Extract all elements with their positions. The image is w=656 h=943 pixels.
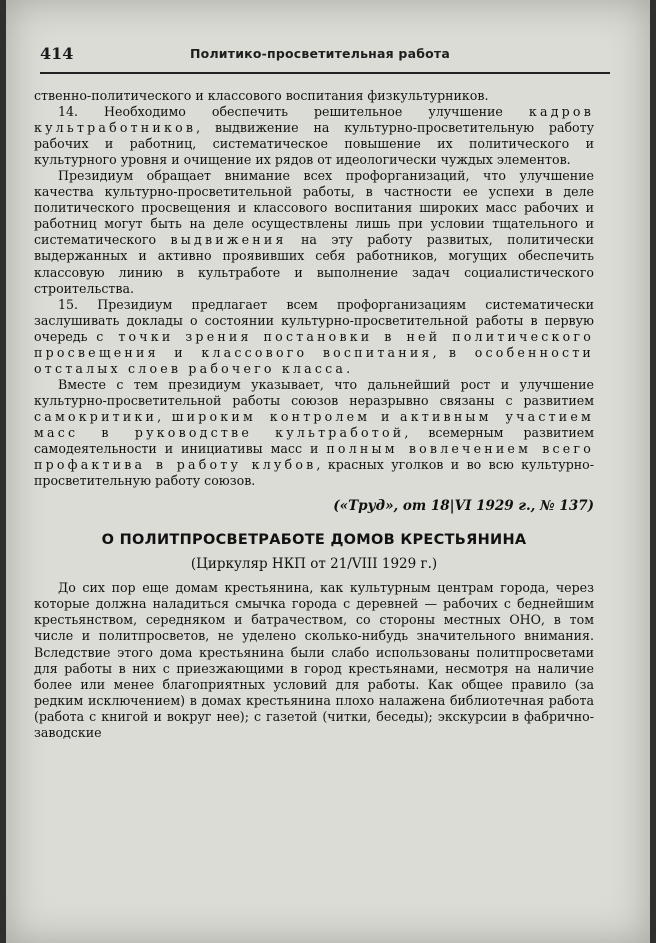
spaced-emphasis: широким контролем [171,408,371,424]
spaced-emphasis: полным вовлечением всего профактива в работу клубов [34,441,594,473]
page-number: 414 [40,44,74,63]
spaced-emphasis: выдвижения [170,232,287,248]
paragraph-presidium-attention: Президиум обращает внимание всех профорганизаций, что улучшение качества культурно-просветительной работы, в частности ее успехи в деле политического просвещения и классового воспитания широких масс рабочих и работниц могут быть на деле осуществлены лишь при условии тщательного и систематического выдвижения на эту работу развитых, политически выдержанных и активно проявивших себя работников, могущих обеспечить классовую линию в культработе и выполнение задач социалистического строительства. [34,168,594,296]
paragraph-15: 15. Президиум предлагает всем профорганизациям систематически заслушивать доклады о состоянии культурно-просветительной работы в первую очередь с точки зрения постановки в ней политического просвещения и классового воспитания, в особенности отсталых слоев рабочего класса. [34,296,594,376]
section-title: О ПОЛИТПРОСВЕТРАБОТЕ ДОМОВ КРЕСТЬЯНИНА [101,532,527,549]
spaced-emphasis: самокритики [34,408,158,424]
section-body-paragraph: До сих пор еще домам крестьянина, как культурным центрам города, через которые должна наладиться смычка города с деревней — рабочих с беднейшим крестьянством, середняком и батрачеством, со стороны местных ОНО, в том числе и политпросветов, не уделено сколько-нибудь значительного внимания. Вследствие этого дома крестьянина были слабо использованы политпросветами для работы в них с приезжающими в город крестьянами, несмотря на наличие более или менее благоприятных условий для работы. Как общее правило (за редким исключением) в домах крестьянина плохо налажена библиотечная работа (работа с книгой и вокруг нее); с газетой (читки, беседы); экскурсии в фабрично-заводские [34,580,594,740]
paragraph-presidium-indicates: Вместе с тем президиум указывает, что дальнейший рост и улучшение культурно-просветительной работы союзов неразрывно связаны с развитием самокритики, широким контролем и активным участием масс в руководстве культработой, всемерным развитием самодеятельности и инициативы масс и полным вовлечением всего профактива в работу клубов, красных уголков и во всю культурно-просветительную работу союзов. [34,376,594,489]
spaced-emphasis: с точки зрения постановки в ней политического просвещения и классового воспитания [34,328,594,360]
spaced-emphasis: активным участием масс в руководстве культработой [34,408,594,440]
running-head: Политико-просветительная работа [190,46,451,61]
paragraph-14: 14. Необходимо обеспечить решительное улучшение кадров культработников, выдвижение на культурно-просветительную работу рабочих и работниц, систематическое повышение их политического и культурного уровня и очищение их рядов от идеологически чуждых элементов. [34,104,594,168]
source-attribution: («Труд», от 18|VI 1929 г., № 137) [333,498,594,515]
spaced-emphasis: кадров культработников [34,104,594,136]
section-subtitle: (Циркуляр НКП от 21/VIII 1929 г.) [190,556,438,573]
body-text [34,88,594,741]
header-rule [40,72,610,74]
paragraph-continuation: ственно-политического и классового воспитания физкультурников. [34,88,489,103]
page-header [40,44,610,66]
spaced-emphasis: в особенности отсталых слоев рабочего класса [34,344,594,376]
